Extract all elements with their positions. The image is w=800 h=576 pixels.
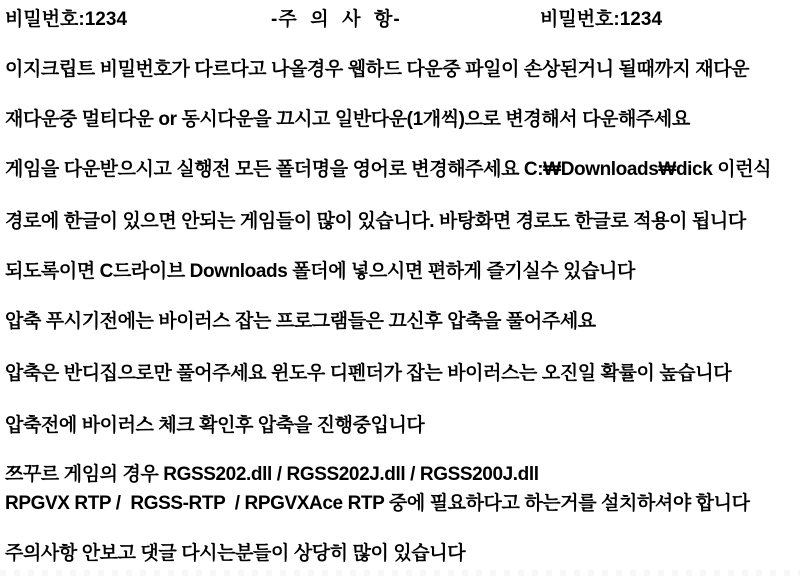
password-left-label: 비밀번호:1234 [5, 9, 128, 30]
notice-line-bandizip-defender: 압축은 반디집으로만 풀어주세요 윈도우 디펜더가 잡는 바이러스는 오진일 확률이 높습니다 [5, 363, 732, 384]
notice-line-read-before-comment: 주의사항 안보고 댓글 다시는분들이 상당히 많이 있습니다 [5, 543, 466, 564]
password-right-label: 비밀번호:1234 [540, 9, 663, 30]
page-title: -주 의 사 항- [271, 9, 401, 30]
cutoff-line-artifact [0, 570, 800, 576]
notice-line-c-drive-downloads: 되도록이면 C드라이브 Downloads 폴더에 넣으시면 편하게 즐기실수 있습니다 [5, 261, 635, 282]
notice-line-single-download: 재다운중 멀티다운 or 동시다운을 끄시고 일반다운(1개씩)으로 변경해서 다운해주세요 [5, 109, 690, 130]
notice-line-easycrypt-password: 이지크립트 비밀번호가 다르다고 나올경우 웹하드 다운중 파일이 손상된거니 될때까지 재다운 [5, 59, 750, 80]
notice-line-disable-antivirus: 압축 푸시기전에는 바이러스 잡는 프로그램들은 끄신후 압축을 풀어주세요 [5, 311, 596, 332]
notice-line-virus-checked: 압축전에 바이러스 체크 확인후 압축을 진행중입니다 [5, 415, 425, 436]
notice-line-rename-folders-english: 게임을 다운받으시고 실행전 모든 폴더명을 영어로 변경해주세요 C:₩Downloads₩dick 이런식 [5, 159, 772, 180]
notice-line-rtp-install: RPGVX RTP / RGSS-RTP / RPGVXAce RTP 중에 필요하다고 하는거를 설치하셔야 합니다 [5, 493, 750, 514]
notice-line-no-korean-path: 경로에 한글이 있으면 안되는 게임들이 많이 있습니다. 바탕화면 경로도 한글로 적용이 됩니다 [5, 211, 746, 232]
notice-line-rgss-dll: 쯔꾸르 게임의 경우 RGSS202.dll / RGSS202J.dll / RGSS200J.dll [5, 464, 539, 485]
